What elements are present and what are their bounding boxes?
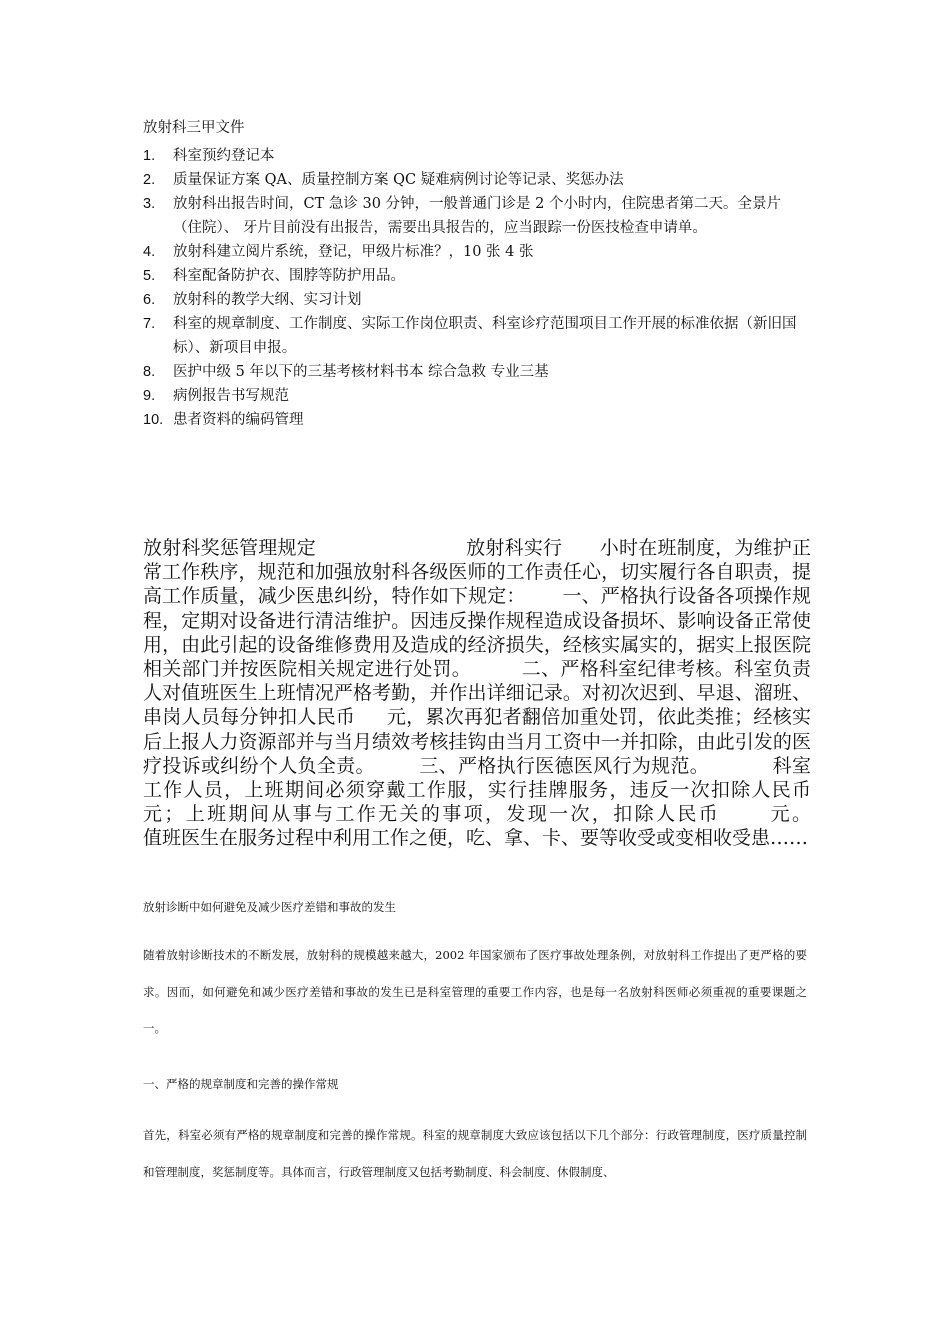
list-text: 医护中级 5 年以下的三基考核材料书本 综合急救 专业三基 [173,364,549,380]
list-text: 科室预约登记本 [173,148,275,164]
list-number: 10. [143,412,164,428]
section1-title: 放射科三甲文件 [143,120,245,136]
list-text: 放射科出报告时间，CT 急诊 30 分钟，一般普通门诊是 2 个小时内，住院患者第二天。全景片（住院）、 牙片目前没有出报告，需要出具报告的，应当跟踪一份医技检查申请单。 [173,196,781,236]
list-number: 2. [143,172,156,188]
list-item [143,240,808,264]
list-number: 4. [143,244,156,260]
list-item [143,192,808,240]
list-number: 5. [143,268,156,284]
list-text: 科室的规章制度、工作制度、实际工作岗位职责、科室诊疗范围项目工作开展的标准依据（新旧国标）、新项目申报。 [173,316,797,356]
article-body-paragraph: 首先，科室必须有严格的规章制度和完善的操作常规。科室的规章制度大致应该包括以下几个部分：行政管理制度，医疗质量控制和管理制度，奖惩制度等。具体而言，行政管理制度又包括考勤制度、科会制度、休假制度、 [143,1128,807,1179]
requirements-list [143,144,808,432]
list-item [143,264,808,288]
list-item [143,384,808,408]
list-item [143,288,808,312]
list-item [143,360,808,384]
list-text: 病例报告书写规范 [173,388,289,404]
list-text: 患者资料的编码管理 [173,412,304,428]
list-text: 质量保证方案 QA、质量控制方案 QC 疑难病例讨论等记录、奖惩办法 [173,172,624,188]
list-text: 放射科的教学大纲、实习计划 [173,292,362,308]
list-text: 放射科建立阅片系统，登记，甲级片标准？，10 张 4 张 [173,244,534,260]
list-text: 科室配备防护衣、围脖等防护用品。 [173,268,405,284]
article-intro-paragraph: 随着放射诊断技术的不断发展，放射科的规模越来越大，2002 年国家颁布了医疗事故处理条例，对放射科工作提出了更严格的要求。因而，如何避免和减少医疗差错和事故的发生已是科室管理的重要工作内容，也是每一名放射科医师必须重视的重要课题之一。 [143,948,807,1035]
list-item [143,168,808,192]
list-number: 1. [143,148,156,164]
list-number: 3. [143,196,156,212]
list-number: 6. [143,292,156,308]
article-subheading: 一、严格的规章制度和完善的操作常规 [143,1077,339,1091]
list-number: 7. [143,316,156,332]
list-item [143,144,808,168]
list-number: 8. [143,364,156,380]
article-title: 放射诊断中如何避免及减少医疗差错和事故的发生 [143,900,396,914]
list-item [143,312,808,360]
list-number: 9. [143,388,156,404]
reward-punishment-rules: 放射科奖惩管理规定 放射科实行 小时在班制度，为维护正常工作秩序，规范和加强放射科各级医师的工作责任心，切实履行各自职责，提高工作质量，减少医患纠纷，特作如下规定： 一、严格执行设备各项操作规程，定期对设备进行清洁维护。因违反操作规程造成设备损坏、影响设备正常使用，由此引起的设备维修费用及造成的经济损失，经核实属实的，据实上报医院相关部门并按医院相关规定进行处罚。 二、严格科室纪律考核。科室负责人对值班医生上班情况严格考勤，并作出详细记录。对初次迟到、早退、溜班、串岗人员每分钟扣人民币 元，累次再犯者翻倍加重处罚，依此类推；经核实后上报人力资源部并与当月绩效考核挂钩由当月工资中一并扣除，由此引发的医疗投诉或纠纷个人负全责。 三、严格执行医德医风行为规范。 科室工作人员，上班期间必须穿戴工作服，实行挂牌服务，违反一次扣除人民币 元；上班期间从事与工作无关的事项，发现一次，扣除人民币 元。 值班医生在服务过程中利用工作之便，吃、拿、卡、要等收受或变相收受患…… [143,537,878,850]
list-item [143,408,808,432]
